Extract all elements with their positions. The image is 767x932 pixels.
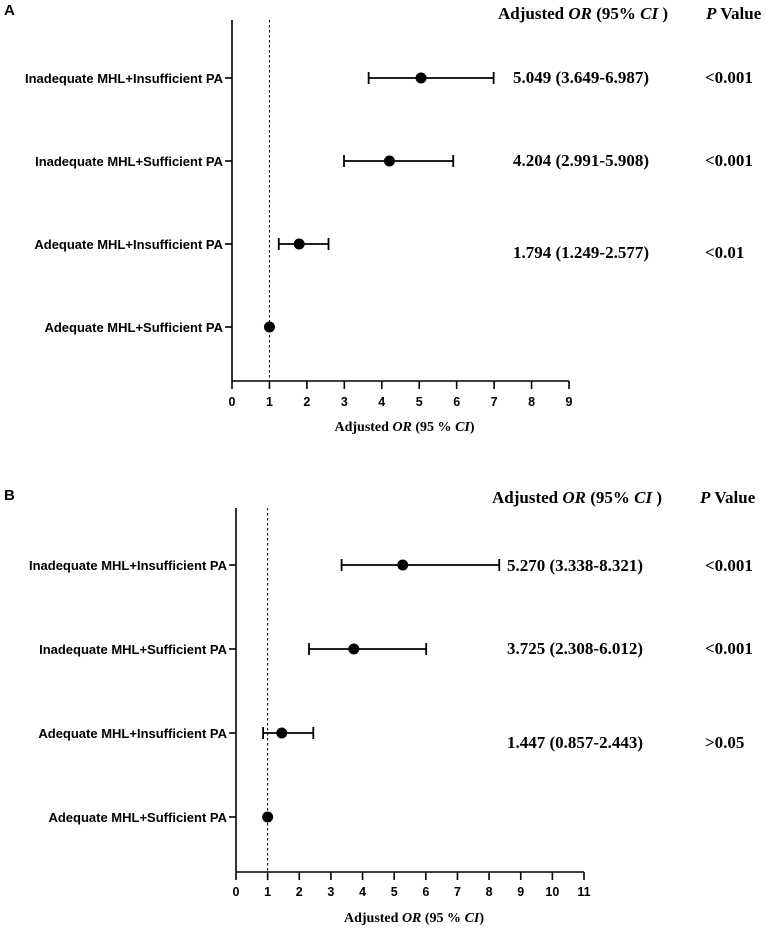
header-text-italic: OR xyxy=(568,4,592,23)
xlabel-text-italic: OR xyxy=(401,911,422,926)
xlabel-text: ) xyxy=(479,911,485,926)
p-value-text: <0.01 xyxy=(705,243,745,262)
x-tick-label: 2 xyxy=(303,395,311,409)
x-axis-label xyxy=(344,911,484,926)
row-label: Inadequate MHL+Sufficient PA xyxy=(35,154,223,169)
header-text-italic: P xyxy=(700,488,711,507)
or-ci-text: 1.447 (0.857-2.443) xyxy=(507,733,643,752)
x-tick-label: 0 xyxy=(232,885,240,899)
row-label: Inadequate MHL+Sufficient PA xyxy=(39,642,227,657)
x-tick-label: 9 xyxy=(517,885,525,899)
or-ci-text: 3.725 (2.308-6.012) xyxy=(507,639,643,658)
row-label: Adequate MHL+Sufficient PA xyxy=(44,320,223,335)
x-tick-label: 7 xyxy=(490,395,498,409)
xlabel-text: ) xyxy=(469,420,475,435)
x-tick-label: 9 xyxy=(565,395,573,409)
or-point xyxy=(348,644,359,655)
x-tick-label: 5 xyxy=(415,395,423,409)
header-text: Adjusted xyxy=(492,488,563,507)
x-tick-label: 5 xyxy=(390,885,398,899)
header-text: ) xyxy=(652,488,663,507)
forest-panel-a xyxy=(4,2,762,435)
panel-letter: A xyxy=(4,2,15,19)
row-label: Adequate MHL+Sufficient PA xyxy=(48,810,227,825)
x-tick-label: 1 xyxy=(264,885,272,899)
x-tick-label: 8 xyxy=(528,395,536,409)
x-tick-label: 4 xyxy=(359,885,367,899)
x-tick-label: 10 xyxy=(545,885,560,899)
or-point xyxy=(294,239,305,250)
or-ci-text: 5.049 (3.649-6.987) xyxy=(513,68,649,87)
p-value-text: <0.001 xyxy=(705,68,753,87)
x-tick-label: 6 xyxy=(453,395,461,409)
xlabel-text-italic: CI xyxy=(464,911,480,926)
x-tick-label: 8 xyxy=(485,885,493,899)
row-label: Inadequate MHL+Insufficient PA xyxy=(28,558,227,573)
header-text: (95% xyxy=(592,4,641,23)
or-column-header xyxy=(492,488,662,507)
or-point xyxy=(262,812,273,823)
p-value-text: <0.001 xyxy=(705,151,753,170)
or-ci-text: 4.204 (2.991-5.908) xyxy=(513,151,649,170)
or-point xyxy=(416,73,427,84)
header-text-italic: P xyxy=(706,4,717,23)
x-tick-label: 0 xyxy=(228,395,236,409)
x-tick-label: 3 xyxy=(327,885,335,899)
forest-panel-b xyxy=(4,487,756,926)
x-tick-label: 1 xyxy=(265,395,273,409)
x-axis-label xyxy=(334,420,474,435)
xlabel-text-italic: CI xyxy=(455,420,470,435)
xlabel-text: (95 % xyxy=(421,911,465,926)
row-label: Adequate MHL+Insufficient PA xyxy=(38,726,227,741)
xlabel-text: (95 % xyxy=(411,420,456,435)
row-label: Inadequate MHL+Insufficient PA xyxy=(24,71,223,86)
header-text-italic: OR xyxy=(562,488,586,507)
or-point xyxy=(276,728,287,739)
header-text-italic: CI xyxy=(640,4,659,23)
header-text: ) xyxy=(658,4,669,23)
x-tick-label: 11 xyxy=(577,885,591,899)
header-text: Adjusted xyxy=(498,4,569,23)
header-text: Value xyxy=(710,488,756,507)
x-tick-label: 4 xyxy=(378,395,386,409)
xlabel-text-italic: OR xyxy=(392,420,412,435)
x-tick-label: 2 xyxy=(295,885,303,899)
or-column-header xyxy=(498,4,668,23)
or-point xyxy=(384,156,395,167)
header-text: (95% xyxy=(586,488,635,507)
row-label: Adequate MHL+Insufficient PA xyxy=(34,237,223,252)
p-value-text: >0.05 xyxy=(705,733,745,752)
p-value-text: <0.001 xyxy=(705,556,753,575)
xlabel-text: Adjusted xyxy=(343,911,402,926)
or-point xyxy=(264,322,275,333)
or-ci-text: 5.270 (3.338-8.321) xyxy=(507,556,643,575)
x-tick-label: 7 xyxy=(453,885,461,899)
panel-letter: B xyxy=(4,487,15,504)
p-value-text: <0.001 xyxy=(705,639,753,658)
x-tick-label: 3 xyxy=(340,395,348,409)
header-text: Value xyxy=(716,4,762,23)
xlabel-text: Adjusted xyxy=(334,420,393,435)
p-value-column-header xyxy=(699,488,756,507)
or-point xyxy=(397,560,408,571)
p-value-column-header xyxy=(705,4,762,23)
x-tick-label: 6 xyxy=(422,885,430,899)
or-ci-text: 1.794 (1.249-2.577) xyxy=(513,243,649,262)
header-text-italic: CI xyxy=(634,488,653,507)
